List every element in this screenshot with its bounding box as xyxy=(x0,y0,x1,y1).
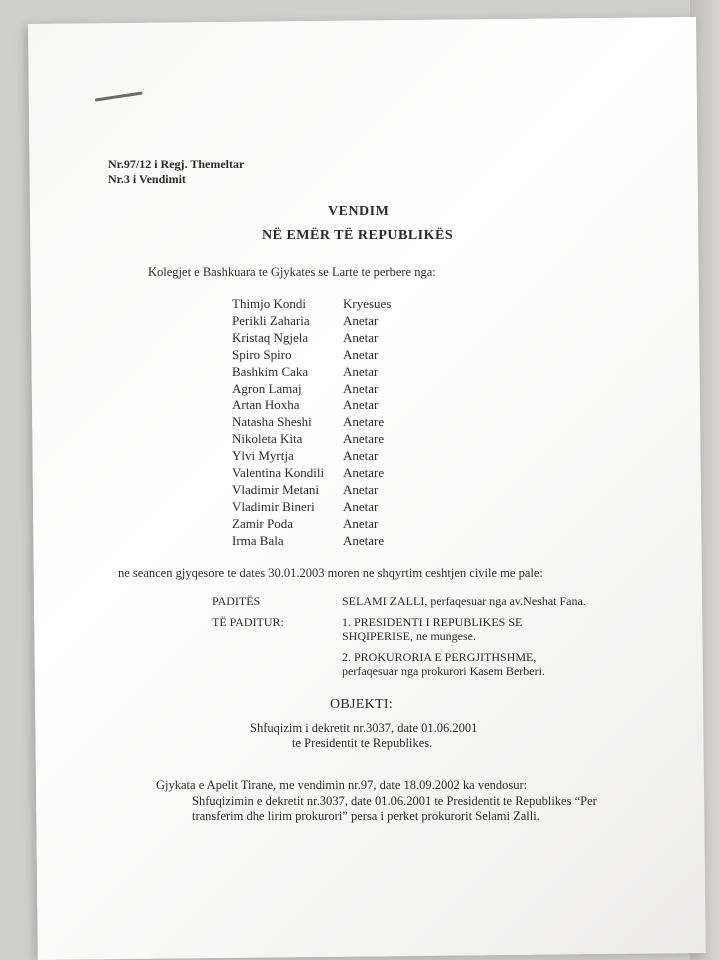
defendant-2-line-1: 2. PROKURORIA E PERGJITHSHME, xyxy=(342,650,537,664)
registry-number: Nr.97/12 i Regj. Themeltar xyxy=(108,157,245,171)
member-name: Vladimir Bineri xyxy=(232,499,315,514)
appeal-line-3: transferim dhe lirim prokurori” persa i perket prokurorit Selami Zalli. xyxy=(192,809,540,823)
defendant-2-line-2: perfaqesuar nga prokurori Kasem Berberi. xyxy=(342,664,545,678)
member-role: Anetare xyxy=(343,414,385,429)
plaintiff-name: SELAMI ZALLI, perfaqesuar nga av.Neshat Fana. xyxy=(342,594,586,608)
defendants-label: TË PADITUR: xyxy=(212,615,284,629)
member-name: Perikli Zaharia xyxy=(232,313,310,328)
member-role: Anetare xyxy=(343,533,385,548)
member-name: Thimjo Kondi xyxy=(232,296,307,311)
member-role: Anetar xyxy=(343,330,379,345)
member-role: Anetar xyxy=(343,313,379,328)
session-text: ne seancen gjyqesore te dates 30.01.2003 moren ne shqyrtim ceshtjen civile me pale: xyxy=(118,566,543,580)
plaintiff-label: PADITËS xyxy=(212,594,261,608)
object-line-1: Shfuqizim i dekretit nr.3037, date 01.06.2001 xyxy=(250,721,478,735)
member-name: Agron Lamaj xyxy=(232,381,302,396)
member-name: Spiro Spiro xyxy=(232,347,292,362)
member-name: Vladimir Metani xyxy=(232,482,320,497)
member-name: Natasha Sheshi xyxy=(232,414,312,429)
member-name: Artan Hoxha xyxy=(232,397,300,412)
pen-mark xyxy=(95,91,143,101)
member-role: Anetare xyxy=(343,431,385,446)
member-name: Irma Bala xyxy=(232,533,284,548)
object-line-2: te Presidentit te Republikes. xyxy=(292,736,433,750)
member-role: Anetar xyxy=(343,448,379,463)
member-role: Anetar xyxy=(343,499,379,514)
defendant-1-line-2: SHQIPERISE, ne mungese. xyxy=(342,629,476,643)
member-role: Anetar xyxy=(343,482,379,497)
defendant-1-line-1: 1. PRESIDENTI I REPUBLIKES SE xyxy=(342,615,523,629)
member-role: Kryesues xyxy=(343,296,392,311)
member-name: Valentina Kondili xyxy=(232,465,325,480)
appeal-line-2: Shfuqizimin e dekretit nr.3037, date 01.06.2001 te Presidentit te Republikes “Per xyxy=(192,794,597,808)
member-name: Bashkim Caka xyxy=(232,364,309,379)
appeal-line-1: Gjykata e Apelit Tirane, me vendimin nr.97, date 18.09.2002 ka vendosur: xyxy=(156,778,528,792)
member-name: Zamir Poda xyxy=(232,516,294,531)
document-subtitle: NË EMËR TË REPUBLIKËS xyxy=(262,228,454,243)
member-name: Ylvi Myrtja xyxy=(232,448,294,463)
member-name: Nikoleta Kita xyxy=(232,431,303,446)
object-heading: OBJEKTI: xyxy=(330,697,394,712)
member-role: Anetar xyxy=(343,347,379,362)
member-role: Anetar xyxy=(343,397,379,412)
decision-number: Nr.3 i Vendimit xyxy=(108,172,186,186)
member-role: Anetar xyxy=(343,364,379,379)
member-role: Anetar xyxy=(343,381,379,396)
document-title: VENDIM xyxy=(328,204,390,219)
panel-intro: Kolegjet e Bashkuara te Gjykates se Larte te perbere nga: xyxy=(148,265,436,279)
member-role: Anetar xyxy=(343,516,379,531)
member-name: Kristaq Ngjela xyxy=(232,330,309,345)
member-role: Anetare xyxy=(343,465,385,480)
